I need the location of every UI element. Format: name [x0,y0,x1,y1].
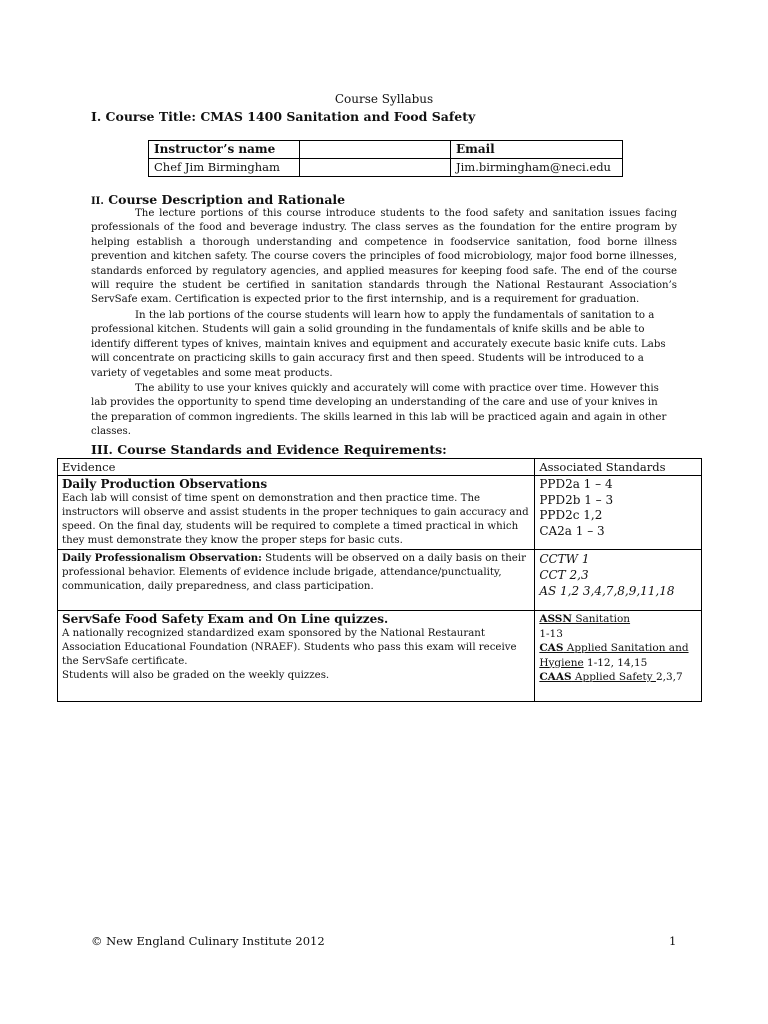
caas-label: Applied Safety [571,671,656,683]
instructor-email: Jim.birmingham@neci.edu [451,159,623,177]
professionalism-text [62,551,530,594]
standards-cell-professionalism [535,550,702,611]
standard-cas [539,641,697,670]
evidence-cell-servsafe [58,611,535,702]
cas-code: CAS [539,642,564,654]
servsafe-body: A nationally recognized standardized exam sponsored by the National Restaurant Association Educational Foundation (NRAEF). Students who pass this exam will receive the ServSafe certificate. [62,628,517,667]
description-paragraph-3-text: The ability to use your knives quickly and accurately will come with practice over time. However this lab provides the opportunity to spend time developing an understanding of the care and use of your knives in the preparation of common ingredients. The skills learned in this lab will be practiced again and again in other classes. [91,383,667,438]
instructor-email-header: Email [451,141,623,159]
standard-item: AS 1,2 3,4,7,8,9,11,18 [539,584,675,598]
standard-item: CCTW 1 [539,552,590,566]
page-number: 1 [669,934,677,948]
cas-label: Applied Sanitation and Hygiene [539,642,689,669]
instructor-name-header: Instructor’s name [149,141,300,159]
description-paragraph-3 [91,382,677,440]
evidence-column-header: Evidence [58,459,535,476]
standards-column-header: Associated Standards [535,459,702,476]
standards-table [57,458,702,702]
evidence-cell-professionalism [58,550,535,611]
section2-heading [91,192,345,207]
production-title: Daily Production Observations [62,477,268,491]
description-paragraph-1-text: The lecture portions of this course introduce students to the food safety and sanitation issues facing professionals of the food and beverage industry. The class serves as the foundation for the entire program by helping establish a thorough understanding and competence in foodservice sanitation, food borne illness prevention and kitchen safety. The course covers the principles of food microbiology, major food borne illnesses, standards enforced by regulatory agencies, and applied measures for keeping food safe. The end of the course will require the student be certified in sanitation standards through the National Restaurant Association’s ServSafe exam. Certification is expected prior to the first internship, and is a requirement for graduation. [91,208,677,306]
cas-range: 1-12, 14,15 [583,656,648,669]
standard-assn-range: 1-13 [539,627,563,640]
professionalism-body: Students will be observed on a daily basis on their professional behavior. Elements of evidence include brigade, attendance/punctuality, communication, daily preparedness, and class participation. [62,553,526,592]
professionalism-title: Daily Professionalism Observation: [62,552,262,564]
standard-item: PPD2b 1 – 3 [539,492,614,507]
section3-heading: III. Course Standards and Evidence Requirements: [91,442,447,457]
description-paragraph-2 [91,309,677,381]
description-paragraph-2-text: In the lab portions of the course students will learn how to apply the fundamentals of sanitation to a professional kitchen. Students will gain a solid grounding in the fundamentals of knife skills and be able to identify different types of knives, maintain knives and equipment and accurately execute basic knife cuts. Labs will concentrate on practicing skills to gain accuracy first and then speed. Students will be introduced to a variety of vegetables and some meat products. [91,310,666,379]
assn-label: Sanitation [572,613,631,625]
standard-caas [539,670,697,685]
instructor-empty-header [300,141,451,159]
standard-item: PPD2c 1,2 [539,508,603,522]
course-title [91,109,475,124]
standards-cell-servsafe [535,611,702,702]
standards-cell-production [535,476,702,550]
evidence-cell-production [58,476,535,550]
standard-assn [539,612,697,627]
document-title: Course Syllabus [334,92,434,106]
standard-item: CA2a 1 – 3 [539,523,605,538]
caas-range: 2,3,7 [655,671,683,683]
footer-copyright: © New England Culinary Institute 2012 [91,934,325,948]
section2-roman: II. [91,196,104,207]
course-title-value: CMAS 1400 Sanitation and Food Safety [200,109,476,124]
course-title-label: I. Course Title: [91,109,196,124]
assn-code: ASSN [539,613,572,625]
standard-item: PPD2a 1 – 4 [539,477,613,491]
instructor-table [148,140,623,177]
standard-item: CCT 2,3 [539,568,589,582]
caas-code: CAAS [539,671,572,683]
servsafe-title: ServSafe Food Safety Exam and On Line quizzes. [62,612,389,626]
production-body: Each lab will consist of time spent on demonstration and then practice time. The instructors will observe and assist students in the proper techniques to gain accuracy and speed. On the final day, students will be required to complete a timed practical in which they must demonstrate they know the proper steps for basic cuts. [62,493,529,546]
instructor-name: Chef Jim Birmingham [149,159,300,177]
description-paragraph-1 [91,207,677,308]
servsafe-quizzes: Students will also be graded on the weekly quizzes. [62,670,330,681]
section2-title: Course Description and Rationale [108,192,346,207]
instructor-empty-cell [300,159,451,177]
